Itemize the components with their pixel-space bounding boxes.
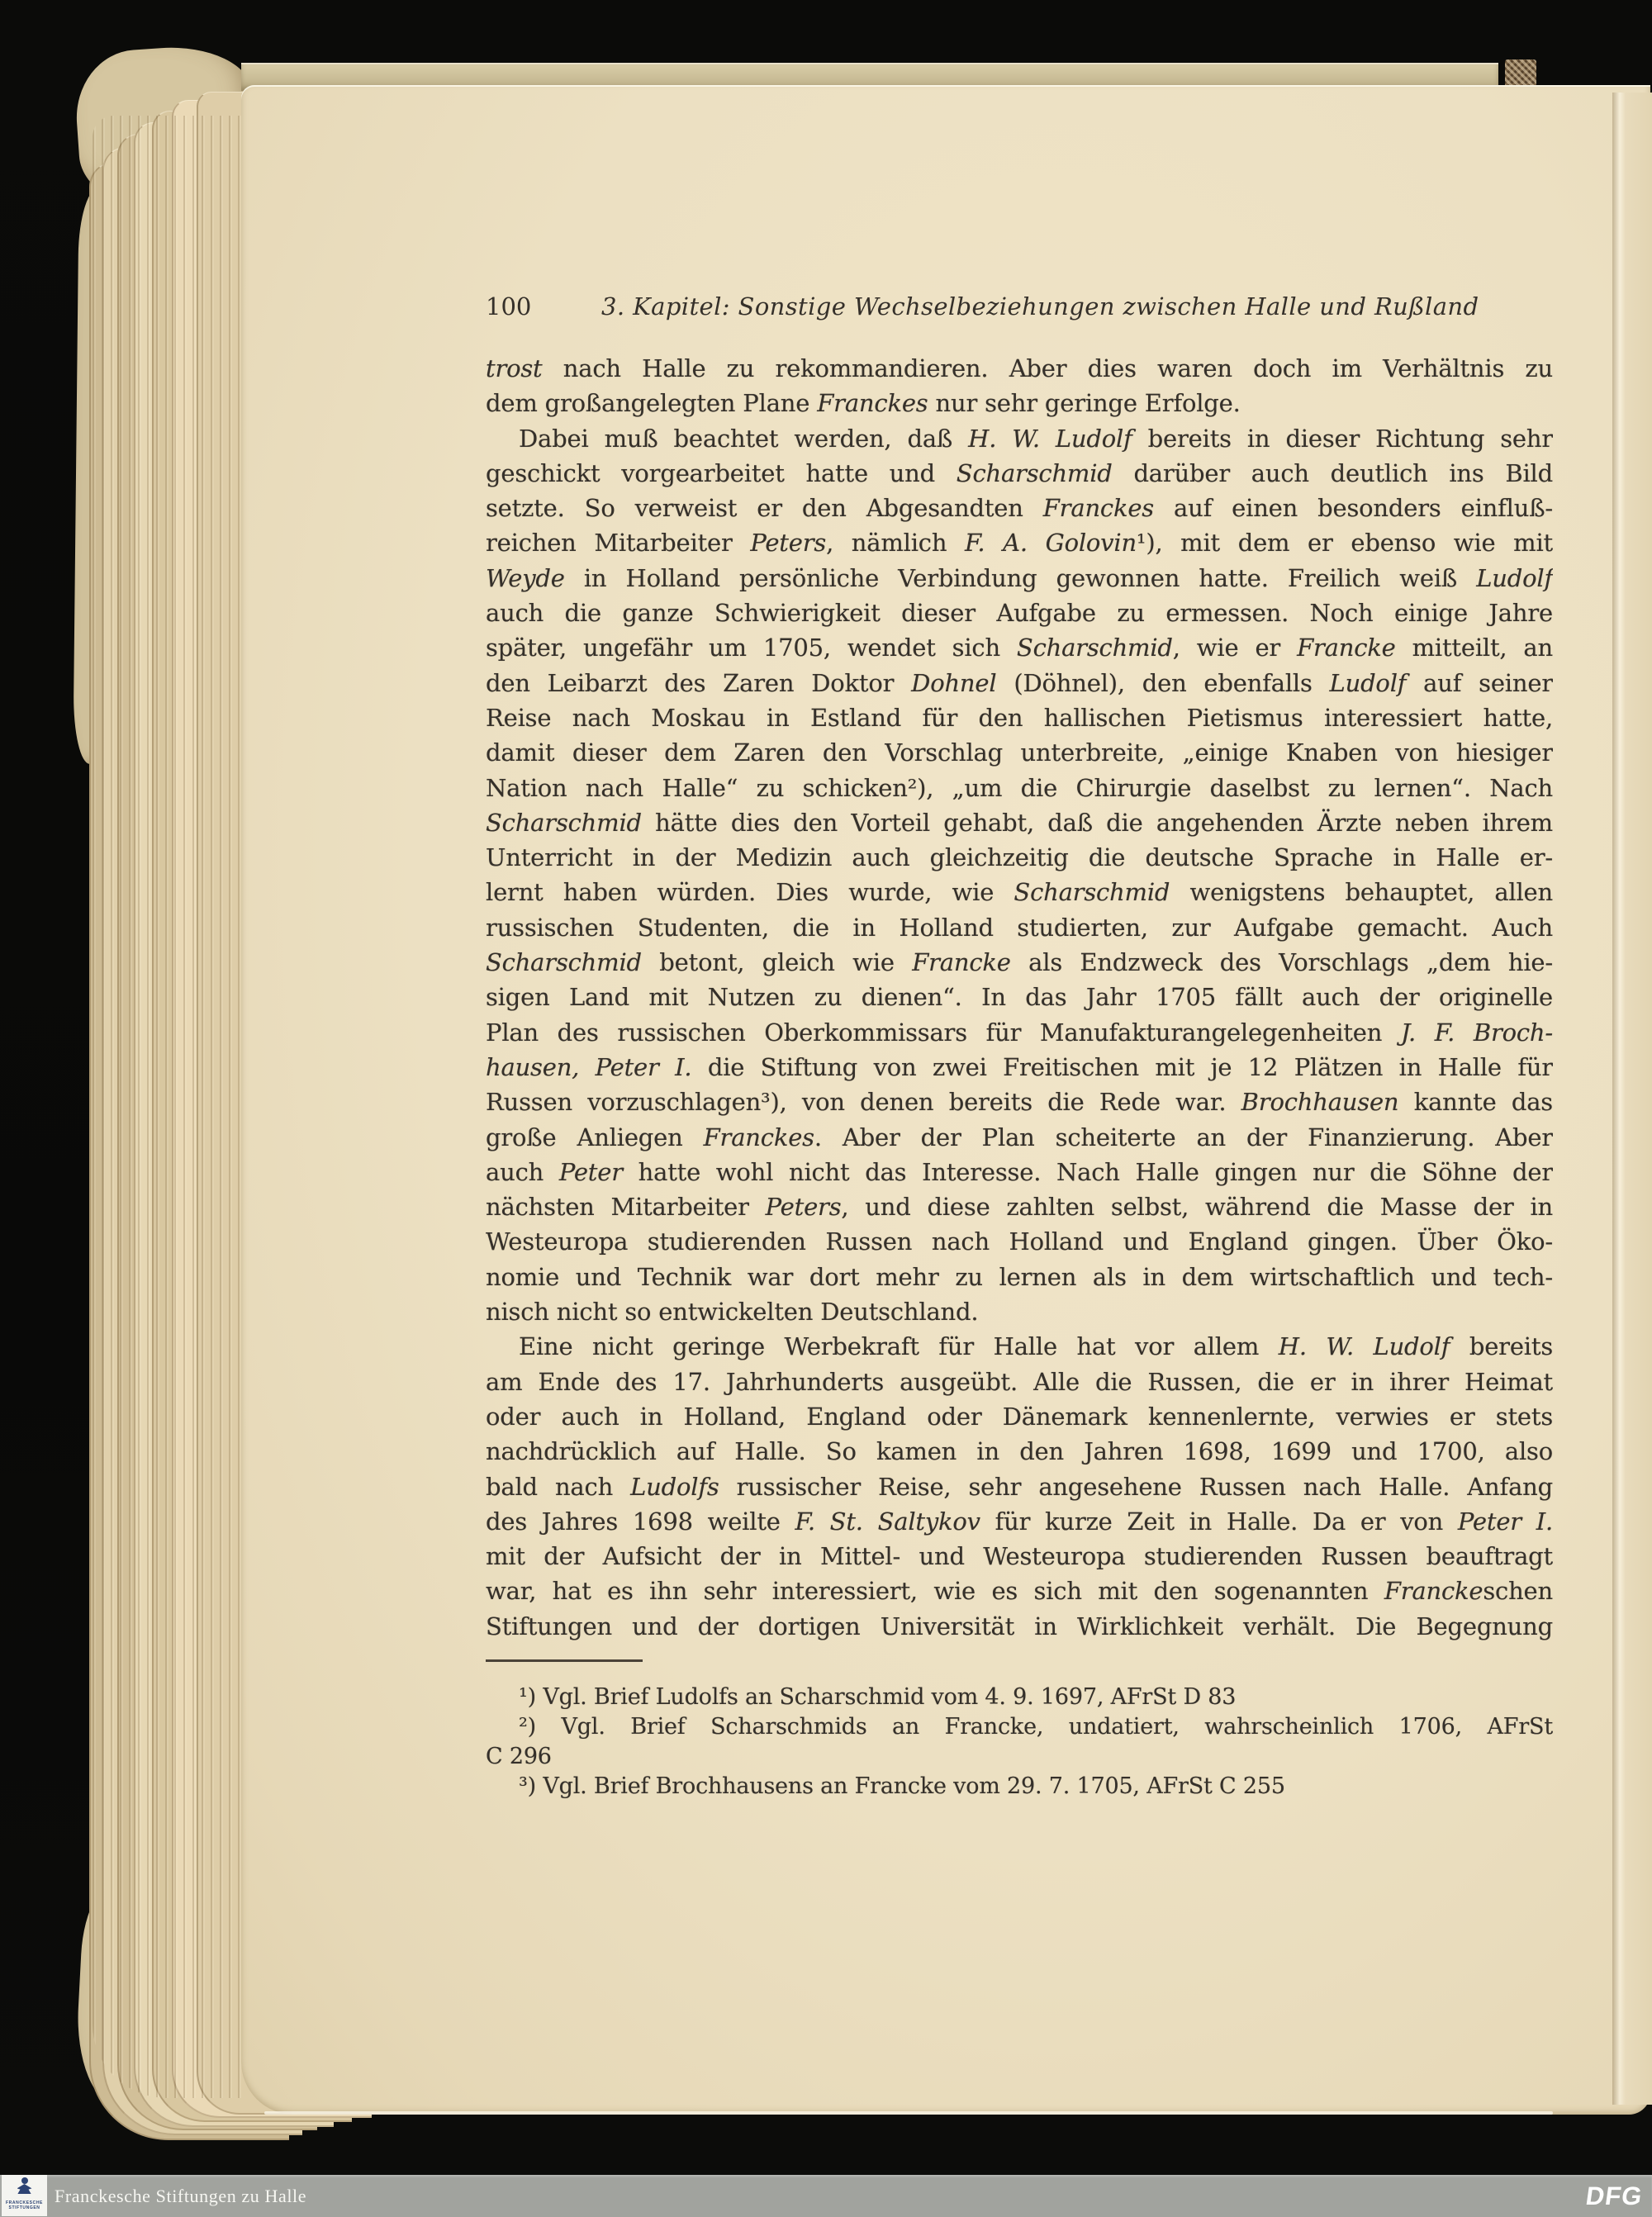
body-line: Dabei muß beachtet werden, daß H. W. Ludolf bereits in dieser Richtung sehr xyxy=(519,424,1553,453)
institution-logo[interactable] xyxy=(2,2175,47,2216)
body-line: mit der Aufsicht der in Mittel- und Westeuropa studierenden Russen beauftragt xyxy=(486,1542,1553,1571)
running-title: 3. Kapitel: Sonstige Wechselbeziehungen zwischen Halle und Rußland xyxy=(601,292,1479,320)
body-line: den Leibarzt des Zaren Doktor Dohnel (Döhnel), den ebenfalls Ludolf auf seiner xyxy=(486,668,1553,697)
page-number: 100 xyxy=(486,292,532,320)
body-line: geschickt vorgearbeitet hatte und Scharschmid darüber auch deutlich ins Bild xyxy=(486,458,1553,487)
body-text xyxy=(486,351,1553,1644)
logo-caption-line2: STIFTUNGEN xyxy=(8,2205,40,2210)
body-line: Nation nach Halle“ zu schicken²), „um die Chirurgie daselbst zu lernen“. Nach xyxy=(486,773,1553,802)
body-line: des Jahres 1698 weilte F. St. Saltykov für kurze Zeit in Halle. Da er von Peter I. xyxy=(486,1507,1553,1536)
francke-emblem-icon xyxy=(16,2177,34,2199)
body-line: dem großangelegten Plane Franckes nur sehr geringe Erfolge. xyxy=(486,389,1241,418)
body-line: Unterricht in der Medizin auch gleichzeitig die deutsche Sprache in Halle er- xyxy=(486,843,1553,872)
body-line: Russen vorzuschlagen³), von denen bereits die Rede war. Brochhausen kannte das xyxy=(486,1088,1553,1117)
viewer-footer-bar xyxy=(0,2175,1652,2217)
body-line: Weyde in Holland persönliche Verbindung gewonnen hatte. Freilich weiß Ludolf xyxy=(486,563,1553,592)
body-line: nachdrücklich auf Halle. So kamen in den Jahren 1698, 1699 und 1700, also xyxy=(486,1437,1553,1466)
body-line: Plan des russischen Oberkommissars für Manufakturangelegenheiten J. F. Broch- xyxy=(486,1018,1553,1047)
body-line: Scharschmid betont, gleich wie Francke als Endzweck des Vorschlags „dem hie- xyxy=(486,948,1553,977)
body-line: nisch nicht so entwickelten Deutschland. xyxy=(486,1298,979,1327)
page-bottom-highlight xyxy=(264,2111,1553,2115)
institution-logo-caption xyxy=(6,2200,43,2210)
footnote-separator xyxy=(486,1659,643,1662)
body-line: war, hat es ihn sehr interessiert, wie es sich mit den sogenannten Franckeschen xyxy=(486,1577,1553,1606)
body-line: Stiftungen und der dortigen Universität in Wirklichkeit verhält. Die Begegnung xyxy=(486,1612,1553,1640)
footnote-line: ²) Vgl. Brief Scharschmids an Francke, undatiert, wahrscheinlich 1706, AFrSt xyxy=(519,1714,1553,1740)
body-line: später, ungefähr um 1705, wendet sich Scharschmid, wie er Francke mitteilt, an xyxy=(486,634,1553,662)
body-line: trost nach Halle zu rekommandieren. Aber dies waren doch im Verhältnis zu xyxy=(486,354,1553,382)
body-line: hausen, Peter I. die Stiftung von zwei Freitischen mit je 12 Plätzen in Halle für xyxy=(486,1052,1553,1081)
body-line: Westeuropa studierenden Russen nach Holland und England gingen. Über Öko- xyxy=(486,1227,1553,1256)
body-line: am Ende des 17. Jahrhunderts ausgeübt. Alle die Russen, die er in ihrer Heimat xyxy=(486,1367,1553,1396)
body-line: damit dieser dem Zaren den Vorschlag unterbreite, „einige Knaben von hiesiger xyxy=(486,738,1553,767)
page-edge-stripes xyxy=(93,116,245,2098)
dfg-logo[interactable]: DFG xyxy=(1583,2181,1645,2210)
footnote-line: ¹) Vgl. Brief Ludolfs an Scharschmid vom 4. 9. 1697, AFrSt D 83 xyxy=(519,1684,1237,1710)
body-line: nächsten Mitarbeiter Peters, und diese zahlten selbst, während die Masse der in xyxy=(486,1193,1553,1222)
body-line: Eine nicht geringe Werbekraft für Halle hat vor allem H. W. Ludolf bereits xyxy=(519,1332,1553,1361)
body-line: lernt haben würden. Dies wurde, wie Scharschmid wenigstens behauptet, allen xyxy=(486,878,1553,907)
footnote-line: C 296 xyxy=(486,1744,552,1769)
institution-name: Franckesche Stiftungen zu Halle xyxy=(55,2186,307,2206)
body-line: setzte. So verweist er den Abgesandten Franckes auf einen besonders einfluß- xyxy=(486,494,1553,523)
footnotes xyxy=(486,1683,1553,1802)
body-line: Scharschmid hätte dies den Vorteil gehabt, daß die angehenden Ärzte neben ihrem xyxy=(486,808,1553,837)
scanned-page xyxy=(241,85,1650,2115)
body-line: nomie und Technik war dort mehr zu lernen als in dem wirtschaftlich und tech- xyxy=(486,1262,1553,1291)
body-line: reichen Mitarbeiter Peters, nämlich F. A. Golovin¹), mit dem er ebenso wie mit xyxy=(486,529,1553,558)
body-line: bald nach Ludolfs russischer Reise, sehr angesehene Russen nach Halle. Anfang xyxy=(486,1472,1553,1501)
body-line: auch die ganze Schwierigkeit dieser Aufgabe zu ermessen. Noch einige Jahre xyxy=(486,599,1553,628)
body-line: große Anliegen Franckes. Aber der Plan scheiterte an der Finanzierung. Aber xyxy=(486,1123,1553,1151)
body-line: oder auch in Holland, England oder Dänemark kennenlernte, verwies er stets xyxy=(486,1402,1553,1431)
logo-caption-line1: FRANCKESCHE xyxy=(6,2200,43,2205)
footnote-line: ³) Vgl. Brief Brochhausens an Francke vom 29. 7. 1705, AFrSt C 255 xyxy=(519,1773,1285,1799)
page-header xyxy=(486,288,1553,325)
body-line: sigen Land mit Nutzen zu dienen“. In das Jahr 1705 fällt auch der originelle xyxy=(486,983,1553,1012)
body-line: auch Peter hatte wohl nicht das Interesse. Nach Halle gingen nur die Söhne der xyxy=(486,1157,1553,1186)
binding-cloth-fragment xyxy=(1505,59,1536,88)
body-line: russischen Studenten, die in Holland studierten, zur Aufgabe gemacht. Auch xyxy=(486,913,1553,942)
body-line: Reise nach Moskau in Estland für den hallischen Pietismus interessiert hatte, xyxy=(486,703,1553,732)
